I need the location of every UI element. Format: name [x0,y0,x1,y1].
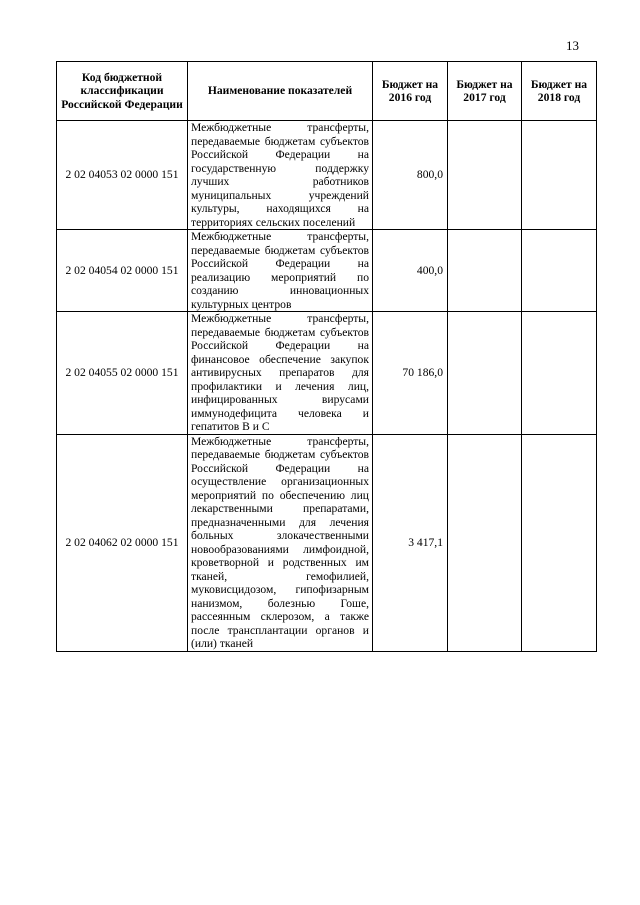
header-2017: Бюджет на 2017 год [448,62,522,121]
header-2018: Бюджет на 2018 год [522,62,597,121]
budget-2016: 800,0 [373,121,448,230]
budget-2018 [522,434,597,651]
header-2016: Бюджет на 2016 год [373,62,448,121]
budget-2016: 70 186,0 [373,312,448,435]
header-code: Код бюджетной классификации Российской Федерации [57,62,188,121]
indicator-name: Межбюджетные трансферты, передаваемые бюджетам субъектов Российской Федерации на реализацию мероприятий по созданию инновационных культурных центров [188,230,373,312]
budget-2017 [448,434,522,651]
page-number: 13 [566,38,579,53]
budget-2016: 400,0 [373,230,448,312]
indicator-name: Межбюджетные трансферты, передаваемые бюджетам субъектов Российской Федерации на финансовое обеспечение закупок антивирусных препаратов для профилактики и лечения лиц, инфицированных вирусами иммунодефицита человека и гепатитов B и C [188,312,373,435]
table-row [57,312,597,435]
budget-code: 2 02 04062 02 0000 151 [57,434,188,651]
budget-code: 2 02 04053 02 0000 151 [57,121,188,230]
budget-table [56,61,597,652]
indicator-name: Межбюджетные трансферты, передаваемые бюджетам субъектов Российской Федерации на осуществление организационных мероприятий по обеспечению лиц лекарственными препаратами, предназначенными для лечения больных злокачественными новообразованиями лимфоидной, кроветворной и родственных им тканей, гемофилией, муковисцидозом, гипофизарным нанизмом, болезнью Гоше, рассеянным склерозом, а также после трансплантации органов и (или) тканей [188,434,373,651]
budget-2017 [448,230,522,312]
table-header-row [57,62,597,121]
budget-code: 2 02 04055 02 0000 151 [57,312,188,435]
budget-2017 [448,312,522,435]
table-row [57,121,597,230]
table-row [57,434,597,651]
indicator-name: Межбюджетные трансферты, передаваемые бюджетам субъектов Российской Федерации на государственную поддержку лучших работников муниципальных учреждений культуры, находящихся на территориях сельских поселений [188,121,373,230]
budget-2016: 3 417,1 [373,434,448,651]
budget-2018 [522,312,597,435]
budget-2018 [522,230,597,312]
header-name: Наименование показателей [188,62,373,121]
budget-2018 [522,121,597,230]
table-row [57,230,597,312]
budget-code: 2 02 04054 02 0000 151 [57,230,188,312]
budget-2017 [448,121,522,230]
